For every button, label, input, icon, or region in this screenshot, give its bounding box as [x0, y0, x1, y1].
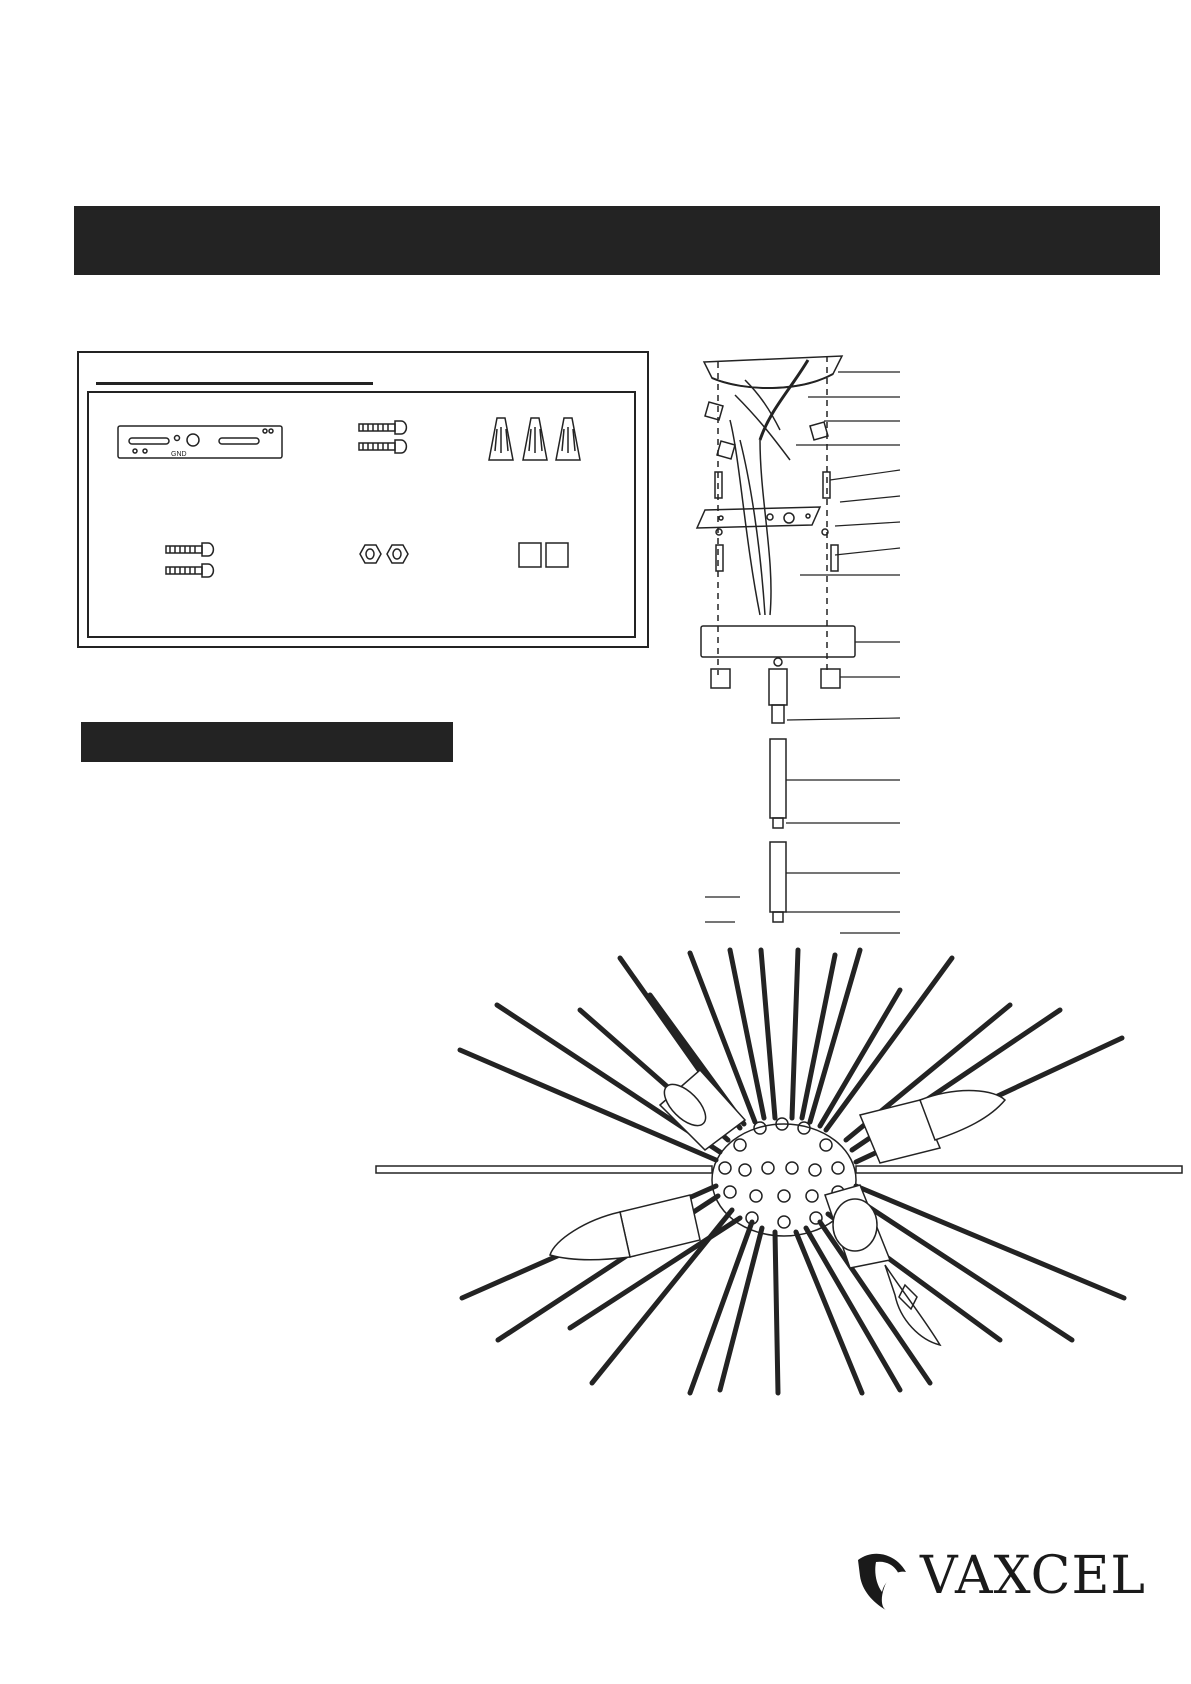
crossbar	[697, 507, 820, 528]
downrod-upper	[770, 739, 786, 828]
brand-name: VAXCEL	[920, 1546, 1146, 1606]
bracket-ground-label: GND	[171, 451, 187, 458]
cap-right	[821, 669, 840, 688]
canopy	[701, 626, 855, 657]
lower-screws	[716, 529, 838, 571]
downrod-lower	[770, 842, 786, 922]
candle-socket-lower-left	[550, 1195, 700, 1260]
vaxcel-emblem-icon	[854, 1540, 918, 1612]
cap-left	[711, 669, 730, 688]
radiating-rods	[460, 950, 1122, 1162]
vaxcel-logo-icon	[854, 1540, 1146, 1612]
candle-socket-upper-right	[860, 1091, 1005, 1163]
canopy-cup	[704, 356, 842, 388]
supply-wires	[730, 360, 808, 615]
radiating-rods-lower	[462, 1186, 1124, 1393]
candle-socket-lower-right	[825, 1185, 940, 1345]
callout-lines	[705, 372, 900, 933]
horizontal-rod	[376, 1166, 1182, 1173]
coupling	[769, 658, 787, 723]
upper-screws	[715, 472, 830, 498]
